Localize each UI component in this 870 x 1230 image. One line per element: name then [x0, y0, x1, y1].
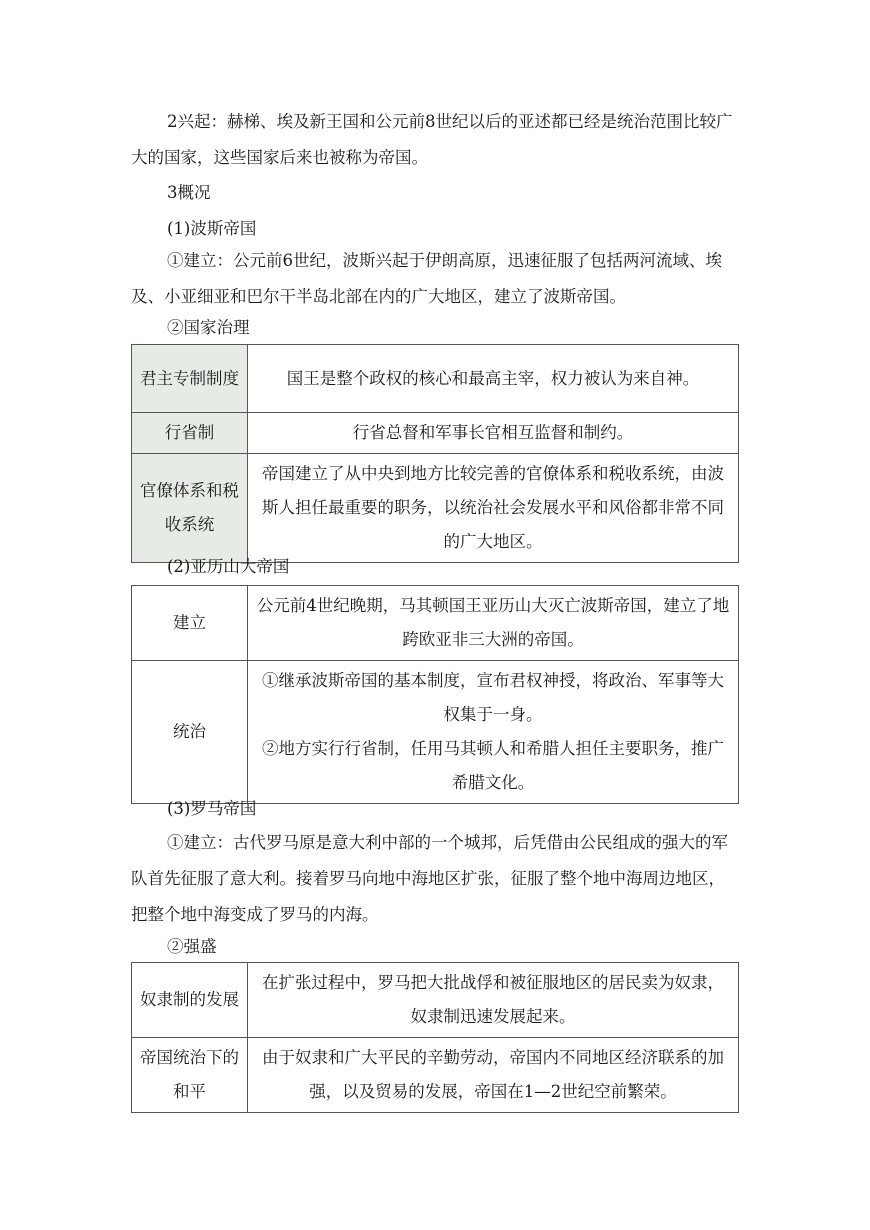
row-body — [248, 661, 739, 804]
table-row — [132, 963, 739, 1038]
row-body: 行省总督和军事长官相互监督和制约。 — [248, 413, 739, 454]
table-alexander — [131, 585, 739, 804]
heading-rome: (3)罗马帝国 — [167, 799, 257, 818]
row-head: 奴隶制的发展 — [132, 963, 248, 1038]
row-head: 官僚体系和税收系统 — [132, 454, 248, 563]
row-body: 公元前4世纪晚期，马其顿国王亚历山大灭亡波斯帝国，建立了地跨欧亚非三大洲的帝国。 — [248, 586, 739, 661]
table-row — [132, 661, 739, 804]
rule-item-1: ①继承波斯帝国的基本制度，宣布君权神授，将政治、军事等大权集于一身。 — [262, 671, 724, 724]
table-row — [132, 413, 739, 454]
heading-rome-prosperity: ②强盛 — [167, 937, 217, 956]
row-head: 帝国统治下的和平 — [132, 1038, 248, 1113]
rule-item-2: ②地方实行行省制，任用马其顿人和希腊人担任主要职务，推广希腊文化。 — [262, 739, 724, 792]
heading-overview: 3概况 — [167, 183, 211, 202]
row-head: 统治 — [132, 661, 248, 804]
row-body: 在扩张过程中，罗马把大批战俘和被征服地区的居民卖为奴隶，奴隶制迅速发展起来。 — [248, 963, 739, 1038]
row-body: 国王是整个政权的核心和最高主宰，权力被认为来自神。 — [248, 345, 739, 413]
table-row — [132, 586, 739, 661]
table-row — [132, 454, 739, 563]
paragraph-rise: 2兴起：赫梯、埃及新王国和公元前8世纪以后的亚述都已经是统治范围比较广大的国家，这些国家后来也被称为帝国。 — [131, 112, 733, 167]
table-row — [132, 345, 739, 413]
heading-persia: (1)波斯帝国 — [167, 219, 257, 238]
row-head: 君主专制制度 — [132, 345, 248, 413]
heading-persia-governance: ②国家治理 — [167, 318, 250, 337]
table-rome-prosperity — [131, 962, 739, 1113]
row-head: 建立 — [132, 586, 248, 661]
row-head: 行省制 — [132, 413, 248, 454]
table-row — [132, 1038, 739, 1113]
heading-alexander: (2)亚历山大帝国 — [167, 557, 290, 576]
paragraph-rome-founding: ①建立：古代罗马原是意大利中部的一个城邦，后凭借由公民组成的强大的军队首先征服了意大利。接着罗马向地中海地区扩张，征服了整个地中海周边地区，把整个地中海变成了罗马的内海。 — [131, 833, 728, 924]
row-body: 由于奴隶和广大平民的辛勤劳动，帝国内不同地区经济联系的加强，以及贸易的发展，帝国在1—2世纪空前繁荣。 — [248, 1038, 739, 1113]
table-persia-governance — [131, 344, 739, 563]
row-body: 帝国建立了从中央到地方比较完善的官僚体系和税收系统，由波斯人担任最重要的职务，以统治社会发展水平和风俗都非常不同的广大地区。 — [248, 454, 739, 563]
paragraph-persia-founding: ①建立：公元前6世纪，波斯兴起于伊朗高原，迅速征服了包括两河流域、埃及、小亚细亚和巴尔干半岛北部在内的广大地区，建立了波斯帝国。 — [131, 251, 722, 306]
